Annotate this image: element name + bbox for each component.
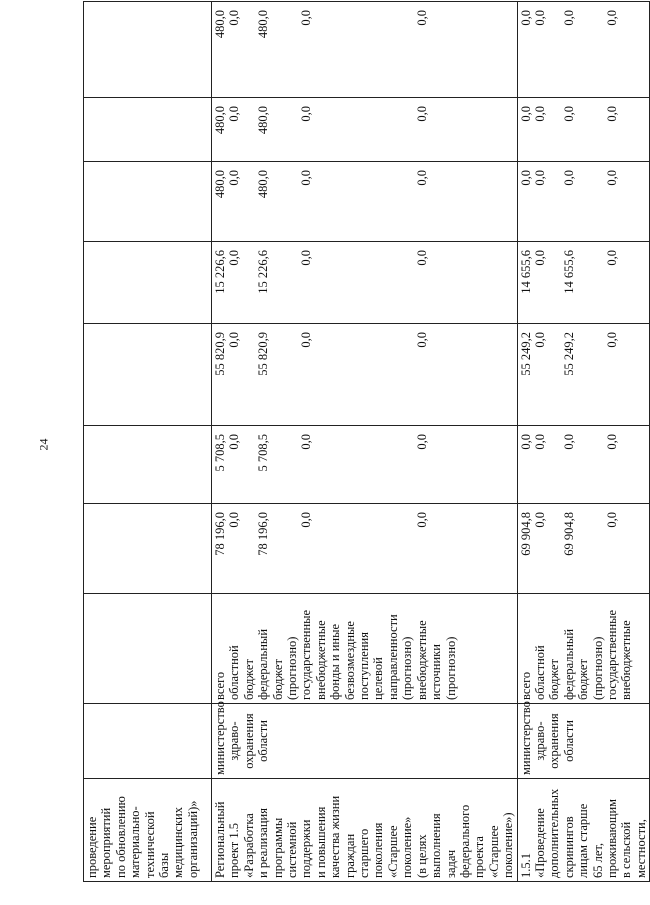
funding-sources-cell — [517, 594, 650, 704]
amount-value: 480,0 — [213, 10, 227, 39]
amount-value: 0,0 — [604, 512, 619, 528]
amount-value: 55 820,9 — [213, 332, 227, 376]
amount-cell — [84, 324, 212, 426]
amount-value: 0,0 — [604, 10, 619, 26]
amount-cell — [517, 242, 650, 324]
funding-sources-cell — [84, 594, 212, 704]
amount-cell — [84, 504, 212, 594]
amount-cell — [84, 426, 212, 504]
amount-value: 69 904,8 — [518, 512, 533, 556]
amount-value: 0,0 — [227, 250, 242, 266]
amount-value: 0,0 — [414, 106, 429, 122]
amount-value: 0,0 — [532, 250, 547, 266]
amount-value: 0,0 — [604, 332, 619, 348]
amount-value: 0,0 — [227, 106, 242, 122]
amount-value: 0,0 — [532, 10, 547, 26]
amount-value: 69 904,8 — [561, 512, 576, 556]
amount-cell — [517, 2, 650, 98]
amount-value: 0,0 — [299, 10, 314, 26]
amount-cell — [212, 242, 518, 324]
amount-value: 0,0 — [518, 106, 533, 122]
amount-value: 5 708,5 — [213, 434, 227, 472]
amount-value: 15 226,6 — [213, 250, 227, 294]
amount-cell — [517, 162, 650, 242]
amount-value: 0,0 — [227, 512, 242, 528]
amount-value: 0,0 — [532, 106, 547, 122]
amount-value: 0,0 — [561, 170, 576, 186]
amount-cell — [84, 98, 212, 162]
amount-cell — [212, 504, 518, 594]
budget-table — [83, 1, 650, 882]
funding-source: областной бюджет — [227, 645, 256, 700]
funding-source: всего — [213, 671, 227, 700]
funding-source: государственные внебюджетные — [604, 609, 634, 700]
page-number: 24 — [36, 438, 51, 451]
amount-value: 0,0 — [414, 332, 429, 348]
amount-value: 0,0 — [561, 434, 576, 450]
amount-value: 480,0 — [213, 170, 227, 199]
amount-value: 0,0 — [299, 332, 314, 348]
responsible-cell — [84, 704, 212, 779]
amount-value: 0,0 — [561, 106, 576, 122]
amount-value: 0,0 — [227, 10, 242, 26]
amount-value: 0,0 — [604, 170, 619, 186]
table-row — [212, 2, 518, 882]
amount-value: 0,0 — [532, 332, 547, 348]
amount-value: 0,0 — [532, 512, 547, 528]
amount-value: 78 196,0 — [213, 512, 227, 556]
amount-value: 14 655,6 — [561, 250, 576, 294]
amount-value: 0,0 — [518, 10, 533, 26]
amount-cell — [212, 162, 518, 242]
amount-value: 55 249,2 — [518, 332, 533, 376]
amount-value: 0,0 — [227, 170, 242, 186]
amount-value: 0,0 — [299, 250, 314, 266]
amount-cell — [212, 324, 518, 426]
amount-value: 0,0 — [604, 250, 619, 266]
amount-value: 0,0 — [532, 170, 547, 186]
amount-value: 0,0 — [518, 434, 533, 450]
amount-value: 15 226,6 — [256, 250, 271, 294]
amount-value: 55 820,9 — [256, 332, 271, 376]
amount-value: 480,0 — [256, 170, 271, 199]
amount-cell — [212, 98, 518, 162]
amount-value: 0,0 — [604, 434, 619, 450]
amount-value: 5 708,5 — [256, 434, 271, 472]
amount-cell — [212, 426, 518, 504]
table-row — [517, 2, 650, 882]
budget-table-rotated — [83, 2, 648, 882]
amount-cell — [84, 2, 212, 98]
table-row — [84, 2, 212, 882]
row-name-cell: Региональный проект 1.5 «Разработка и реализация программы системной поддержки и повышения качества жизни граждан старшего поколения «Старшее поколение» (в целях выполнения задач федерального проекта «Старшее поколение») — [212, 779, 518, 882]
amount-cell — [517, 504, 650, 594]
funding-sources-cell — [212, 594, 518, 704]
amount-value: 0,0 — [299, 106, 314, 122]
amount-cell — [84, 162, 212, 242]
funding-source: областной бюджет — [532, 645, 562, 700]
amount-value: 0,0 — [299, 434, 314, 450]
funding-source: внебюджетные источники (прогнозно) — [414, 620, 458, 700]
row-name-cell: проведение мероприятий по обновлению материально- технической базы медицинских организаций)» — [84, 779, 212, 882]
amount-value: 14 655,6 — [518, 250, 533, 294]
funding-source: государственные внебюджетные фонды и иные безвозмездные поступления целевой направленности (прогнозно) — [299, 609, 415, 700]
responsible-cell: министерство здраво- охранения области — [212, 704, 518, 779]
responsible-cell: министерство здраво- охранения области — [517, 704, 650, 779]
amount-value: 0,0 — [299, 512, 314, 528]
amount-value: 0,0 — [414, 170, 429, 186]
amount-value: 0,0 — [227, 332, 242, 348]
amount-value: 480,0 — [256, 106, 271, 135]
amount-value: 480,0 — [256, 10, 271, 39]
amount-value: 0,0 — [414, 10, 429, 26]
amount-cell — [517, 324, 650, 426]
amount-cell — [84, 242, 212, 324]
amount-value: 0,0 — [518, 170, 533, 186]
amount-value: 0,0 — [532, 434, 547, 450]
amount-value: 0,0 — [414, 250, 429, 266]
amount-value: 0,0 — [299, 170, 314, 186]
amount-value: 0,0 — [561, 10, 576, 26]
funding-source: федеральный бюджет (прогнозно) — [256, 628, 300, 700]
amount-value: 480,0 — [213, 106, 227, 135]
funding-source: всего — [518, 671, 533, 700]
amount-value: 0,0 — [227, 434, 242, 450]
amount-value: 0,0 — [414, 512, 429, 528]
row-name-cell: 1.5.1 «Проведение дополнительных скринингов лицам старше 65 лет, проживающим в сельской местности, — [517, 779, 650, 882]
amount-cell — [517, 98, 650, 162]
amount-value: 0,0 — [604, 106, 619, 122]
amount-value: 0,0 — [414, 434, 429, 450]
amount-cell — [212, 2, 518, 98]
amount-value: 78 196,0 — [256, 512, 271, 556]
amount-cell — [517, 426, 650, 504]
amount-value: 55 249,2 — [561, 332, 576, 376]
funding-source: федеральный бюджет (прогнозно) — [561, 628, 605, 700]
